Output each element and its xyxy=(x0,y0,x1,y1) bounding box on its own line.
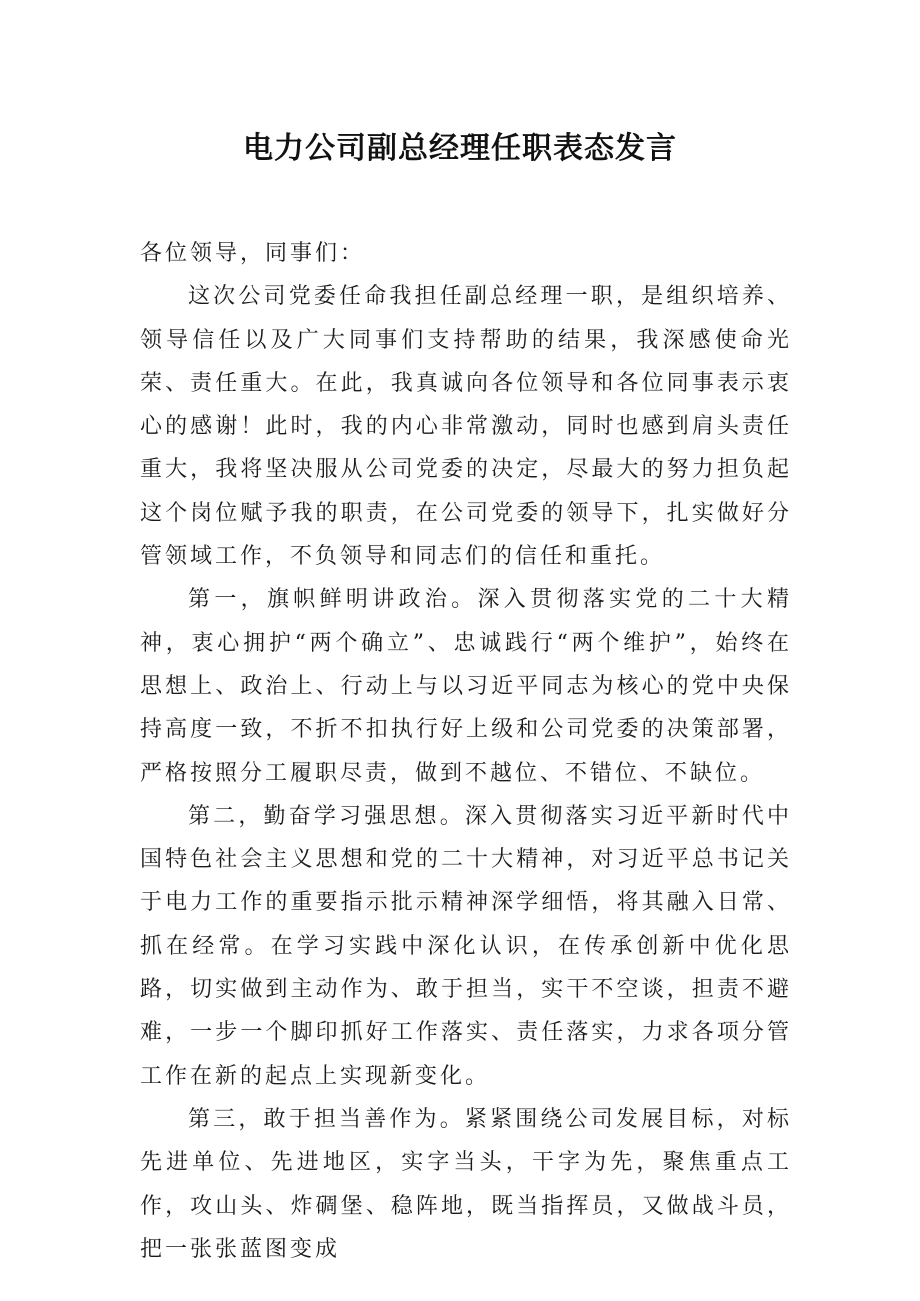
document-title: 电力公司副总经理任职表态发言 xyxy=(243,131,677,166)
paragraph-first-point: 第一，旗帜鲜明讲政治。深入贯彻落实党的二十大精神，衷心拥护“两个确立”、忠诚践行“两个维护”，始终在思想上、政治上、行动上与以习近平同志为核心的党中央保持高度一致，不折不扣执行好上级和公司党委的决策部署，严格按照分工履职尽责，做到不越位、不错位、不缺位。 xyxy=(140,587,792,786)
paragraph-third-point: 第三，敢于担当善作为。紧紧围绕公司发展目标，对标先进单位、先进地区，实字当头，干字为先，聚焦重点工作，攻山头、炸碉堡、稳阵地，既当指挥员，又做战斗员，把一张张蓝图变成 xyxy=(140,1106,792,1262)
paragraph-second-point: 第二，勤奋学习强思想。深入贯彻落实习近平新时代中国特色社会主义思想和党的二十大精神，对习近平总书记关于电力工作的重要指示批示精神深学细悟，将其融入日常、抓在经常。在学习实践中深化认识，在传承创新中优化思路，切实做到主动作为、敢于担当，实干不空谈，担责不避难，一步一个脚印抓好工作落实、责任落实，力求各项分管工作在新的起点上实现新变化。 xyxy=(140,803,792,1089)
document-body xyxy=(140,232,792,1271)
paragraph-intro: 这次公司党委任命我担任副总经理一职，是组织培养、领导信任以及广大同事们支持帮助的结果，我深感使命光荣、责任重大。在此，我真诚向各位领导和各位同事表示衷心的感谢！此时，我的内心非常激动，同时也感到肩头责任重大，我将坚决服从公司党委的决定，尽最大的努力担负起这个岗位赋予我的职责，在公司党委的领导下，扎实做好分管领域工作，不负领导和同志们的信任和重托。 xyxy=(140,284,792,570)
salutation: 各位领导，同事们： xyxy=(140,241,366,266)
